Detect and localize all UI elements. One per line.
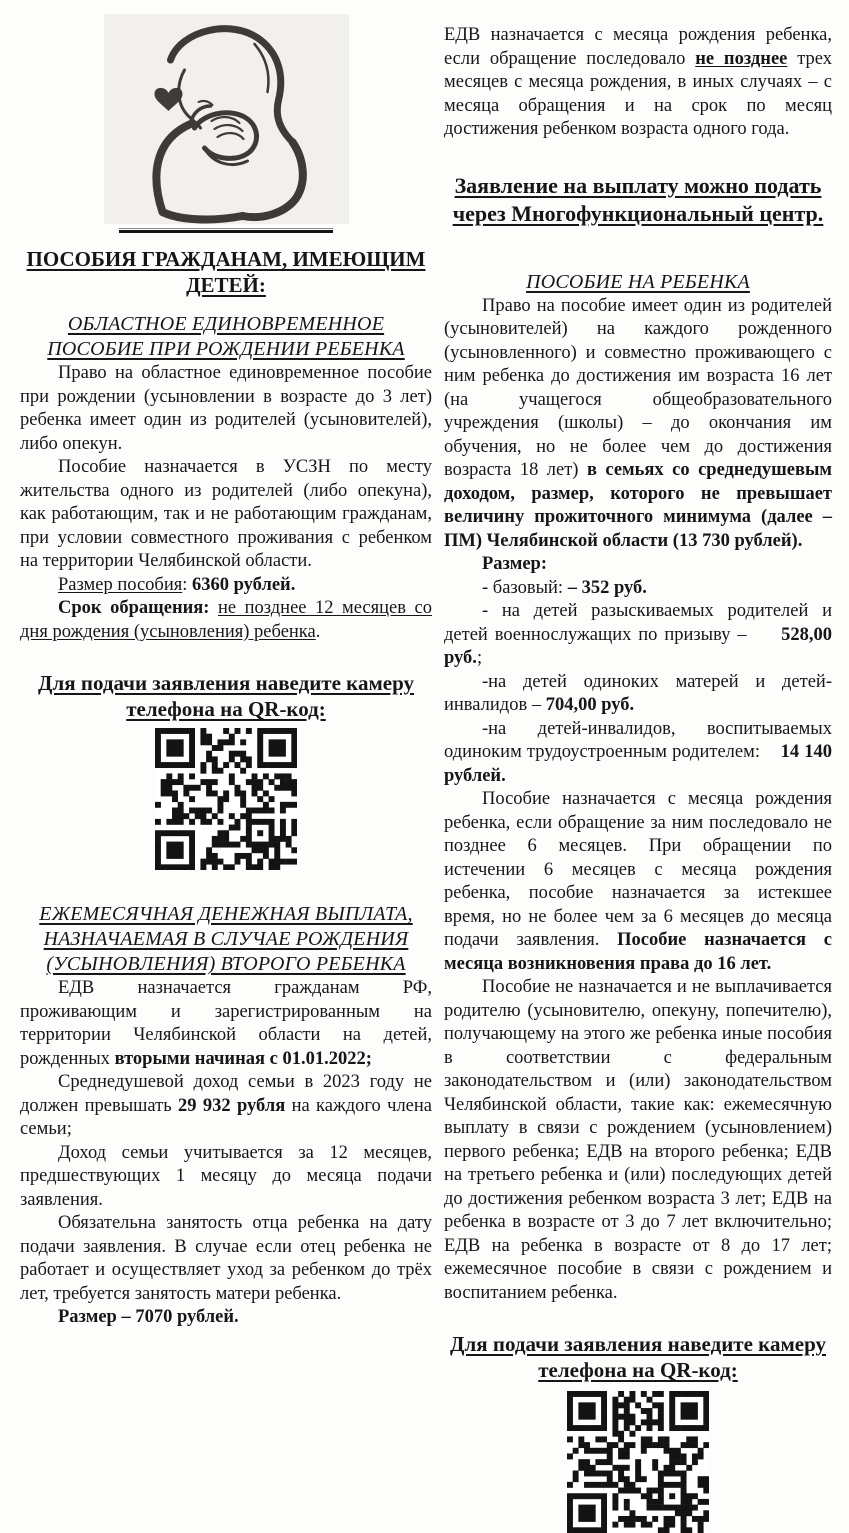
text-run: : bbox=[182, 574, 192, 595]
text-run: - на детей разыскиваемых родителей и детей военнослужащих по призыву – bbox=[444, 601, 832, 645]
text-run: ; bbox=[476, 648, 483, 668]
mfc-callout: Заявление на выплату можно подать через Многофункциональный центр. bbox=[452, 172, 824, 226]
item-wanted-parents-amount bbox=[444, 600, 832, 671]
text-run: . bbox=[315, 621, 321, 642]
text-run: 704,00 руб. bbox=[545, 695, 635, 715]
text-run: вторыми начиная с 01.01.2022; bbox=[114, 1048, 372, 1069]
qr-callout-right: Для подачи заявления наведите камеру телефона на QR-код: bbox=[450, 1332, 826, 1382]
paragraph-father-employment: Обязательна занятость отца ребенка на дату подачи заявления. В случае если отец ребенка не работает и осуществляет уход за ребенком до трёх лет, требуется занятость матери ребенка. bbox=[20, 1213, 432, 1304]
text-run: в семьях со среднедушевым доходом, размер, которого не превышает величину прожиточного минимума (далее – ПМ) Челябинской области (13 730 рублей). bbox=[444, 460, 832, 551]
section-heading-regional-birth-benefit: ОБЛАСТНОЕ ЕДИНОВРЕМЕННОЕ ПОСОБИЕ ПРИ РОЖДЕНИИ РЕБЕНКА bbox=[47, 313, 405, 360]
paragraph-income-threshold bbox=[20, 1071, 432, 1142]
paragraph-application-deadline bbox=[20, 597, 432, 644]
paragraph-amount-7070: Размер – 7070 рублей. bbox=[58, 1307, 239, 1327]
text-run: 29 932 рубля bbox=[178, 1095, 286, 1116]
right-column bbox=[444, 0, 832, 1533]
qr-code-left bbox=[155, 728, 297, 870]
item-disabled-children-amount bbox=[444, 718, 832, 789]
figure-underline-rule bbox=[119, 228, 333, 233]
text-run: 14 140 рублей. bbox=[444, 742, 832, 786]
paragraph-eligibility: Право на областное единовременное пособие при рождении (усыновлении в возрасте до 3 лет) ребенка имеет один из родителей (усыновителей), либо опекун. bbox=[20, 363, 432, 454]
text-run: - базовый: bbox=[482, 577, 568, 598]
text-run: Срок обращения: bbox=[58, 598, 218, 618]
paragraph-child-benefit-eligibility bbox=[444, 295, 832, 554]
text-run: не позднее 12 месяцев со дня рождения (усыновления) ребенка bbox=[20, 598, 432, 642]
text-run: на каждого члена семьи; bbox=[20, 1095, 433, 1139]
paragraph-edv-timing bbox=[444, 24, 832, 142]
text-run: ЕДВ назначается гражданам РФ, проживающим и зарегистрированным на территории Челябинской области на детей, рожденных bbox=[20, 978, 432, 1069]
paragraph-edv-citizens bbox=[20, 977, 432, 1071]
item-single-mothers-amount bbox=[444, 671, 832, 718]
paragraph-benefit-amount bbox=[20, 574, 432, 598]
paragraph-income-period: Доход семьи учитывается за 12 месяцев, предшествующих 1 месяцу до месяца подачи заявления. bbox=[20, 1142, 432, 1210]
text-run: -на детей-инвалидов, воспитываемых одиноким трудоустроенным родителем: bbox=[444, 718, 832, 762]
text-run: – 352 руб. bbox=[567, 577, 647, 598]
text-run: 528,00 руб. bbox=[444, 624, 832, 668]
text-run: 6360 рублей. bbox=[192, 574, 296, 595]
text-run: Право на пособие имеет один из родителей (усыновителей) на каждого рожденного (усыновленного) и совместно проживающего с ним ребенка до достижения им возраста 16 лет (на учащегося общеобразовательного учреждения (школы) – до окончания им обучения, но не более чем до достижения возраста 18 лет) bbox=[444, 295, 832, 480]
paragraph-uszn-assignment: Пособие назначается в УСЗН по месту жительства одного из родителей (либо опекуна), как работающим, так и не работающим гражданам, при условии совместного проживания с ребенком на территории Челябинской области. bbox=[20, 457, 432, 571]
text-run: не позднее bbox=[695, 48, 788, 69]
paragraph-assignment-terms bbox=[444, 788, 832, 976]
text-run: трех месяцев с месяца рождения, в иных случаях – с месяца обращения и на срок по месяц достижения ребенком возраста одного года. bbox=[444, 48, 833, 139]
item-base-amount bbox=[444, 577, 832, 601]
main-heading: ПОСОБИЯ ГРАЖДАНАМ, ИМЕЮЩИМ ДЕТЕЙ: bbox=[26, 247, 426, 297]
mother-and-child-line-art bbox=[104, 14, 349, 224]
paragraph-exclusions: Пособие не назначается и не выплачивается родителю (усыновителю, опекуну, попечителю), получающему на этого же ребенка иные пособия в соответствии с федеральным законодательством и (или) законодательством Челябинской области, такие как: ежемесячную выплату в связи с рождением (усыновлением) первого ребенка; ЕДВ на второго ребенка; ЕДВ на третьего ребенка и (или) последующих детей до достижения ребенком возраста 3 лет; ЕДВ на ребенка в возрасте от 3 до 7 лет включительно; ЕДВ на ребенка в возрасте от 8 до 17 лет; ежемесячное пособие в связи с рождением и воспитанием ребенка. bbox=[444, 977, 832, 1303]
section-heading-monthly-payment-second-child: ЕЖЕМЕСЯЧНАЯ ДЕНЕЖНАЯ ВЫПЛАТА, НАЗНАЧАЕМАЯ В СЛУЧАЕ РОЖДЕНИЯ (УСЫНОВЛЕНИЯ) ВТОРОГО РЕБЕНКА bbox=[39, 903, 413, 975]
text-run: Размер пособия bbox=[58, 574, 183, 595]
text-run: Пособие назначается с месяца рождения ребенка, если обращение за ним последовало не позднее 6 месяцев. При обращении по истечении 6 месяцев с месяца рождения ребенка, пособие назначается за истекшее время, но не более чем за 6 месяцев до месяца подачи заявления. bbox=[444, 789, 832, 950]
text-run: Пособие назначается с месяца возникновения права до 16 лет. bbox=[444, 930, 833, 974]
qr-callout-left: Для подачи заявления наведите камеру телефона на QR-код: bbox=[38, 671, 414, 721]
text-run: Среднедушевой доход семьи в 2023 году не должен превышать bbox=[20, 1072, 432, 1116]
text-run: ЕДВ назначается с месяца рождения ребенка, если обращение последовало bbox=[444, 25, 832, 69]
section-heading-child-benefit: ПОСОБИЕ НА РЕБЕНКА bbox=[526, 270, 750, 293]
left-column bbox=[20, 0, 432, 1533]
label-razmer: Размер: bbox=[482, 554, 547, 574]
mother-and-child-image bbox=[104, 14, 349, 224]
qr-code-right bbox=[567, 1391, 709, 1533]
text-run: -на детей одиноких матерей и детей-инвалидов – bbox=[444, 671, 832, 715]
